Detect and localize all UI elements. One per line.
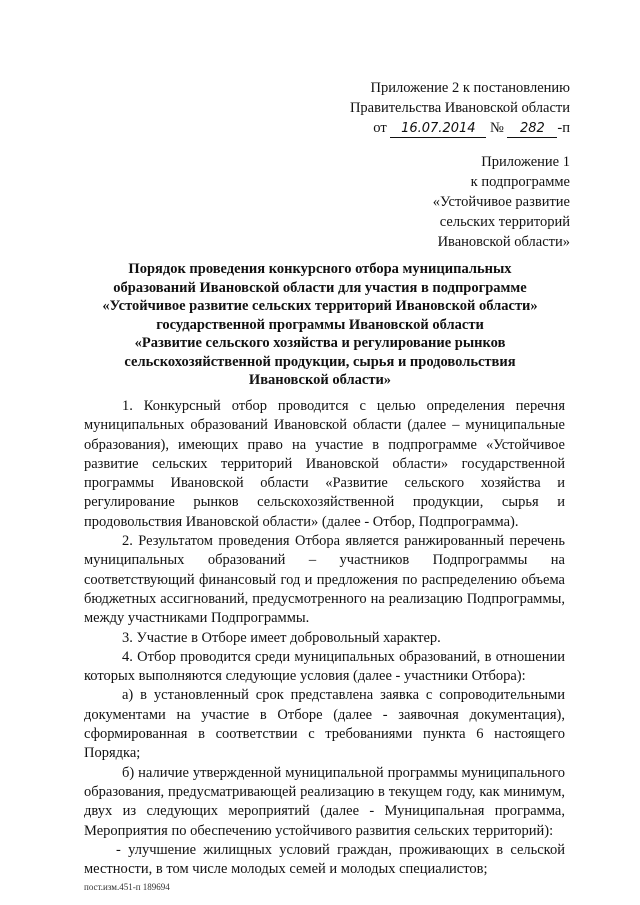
date-prefix: от (373, 120, 387, 136)
paragraph-4a: а) в установленный срок представлена заявка с сопроводительными документами на участие в Отборе (далее - заявочная документация), сформированная в соответствии с требованиями пункта 6 настоящего Порядка; (84, 687, 565, 762)
number-suffix: -п (557, 120, 570, 136)
paragraph-1: 1. Конкурсный отбор проводится с целью определения перечня муниципальных образований Ивановской области (далее – муниципальные образования), имеющих право на участие в подпрограмме «Устойчивое развитие сельских территорий Ивановской области» государственной программы Ивановской области «Развитие сельского хозяйства и регулирование рынков сельскохозяйственной продукции, сырья и продовольствия Ивановской области» (далее - Отбор, Подпрограмма). (84, 398, 565, 530)
document-body (84, 397, 565, 879)
title-line7: Ивановской области» (248, 372, 392, 388)
appendix-sub-header (433, 152, 570, 252)
title-line2: образований Ивановской области для участия в подпрограмме (113, 279, 527, 296)
paragraph-2: 2. Результатом проведения Отбора является ранжированный перечень муниципальных образований – участников Подпрограммы на соответствующий финансовый год и предложения по распределению объема бюджетных ассигнований, предусмотренного на реализацию Подпрограммы, между участниками Подпрограммы. (84, 533, 565, 627)
appendix-main-header (350, 78, 570, 138)
paragraph-bullet-1: - улучшение жилищных условий граждан, проживающих в сельской местности, в том числе молодых семей и молодых специалистов; (84, 841, 565, 878)
footer-code: пост.изм.451-п 189694 (84, 882, 170, 892)
appendix-sub-line1: Приложение 1 (481, 154, 570, 170)
handwritten-date: 16.07.2014 (390, 121, 486, 138)
appendix-main-line2: Правительства Ивановской области (349, 100, 570, 116)
appendix-sub-line4: сельских территорий (439, 214, 570, 230)
appendix-sub-line5: Ивановской области» (437, 234, 570, 250)
paragraph-3: 3. Участие в Отборе имеет добровольный характер. (122, 629, 441, 646)
paragraph-4: 4. Отбор проводится среди муниципальных образований, в отношении которых выполняются следующие условия (далее - участники Отбора): (84, 648, 565, 685)
title-line3: «Устойчивое развитие сельских территорий Ивановской области» (102, 298, 538, 314)
title-line4: государственной программы Ивановской области (156, 316, 484, 333)
appendix-main-line1: Приложение 2 к постановлению (370, 80, 570, 96)
title-line6: сельскохозяйственной продукции, сырья и продовольствия (124, 353, 516, 370)
number-sign: № (489, 120, 504, 136)
appendix-sub-line3: «Устойчивое развитие (432, 194, 570, 210)
document-title (80, 260, 560, 390)
appendix-sub-line2: к подпрограмме (470, 174, 570, 190)
appendix-main-date-line (350, 118, 570, 138)
title-line1: Порядок проведения конкурсного отбора муниципальных (128, 261, 512, 277)
title-line5: «Развитие сельского хозяйства и регулирование рынков (134, 335, 506, 351)
handwritten-number: 282 (507, 121, 557, 138)
paragraph-4b: б) наличие утвержденной муниципальной программы муниципального образования, предусматривающей реализацию в текущем году, как минимум, двух из следующих мероприятий (далее - Муниципальная программа, Мероприятия по обеспечению устойчивого развития сельских территорий): (84, 764, 565, 839)
